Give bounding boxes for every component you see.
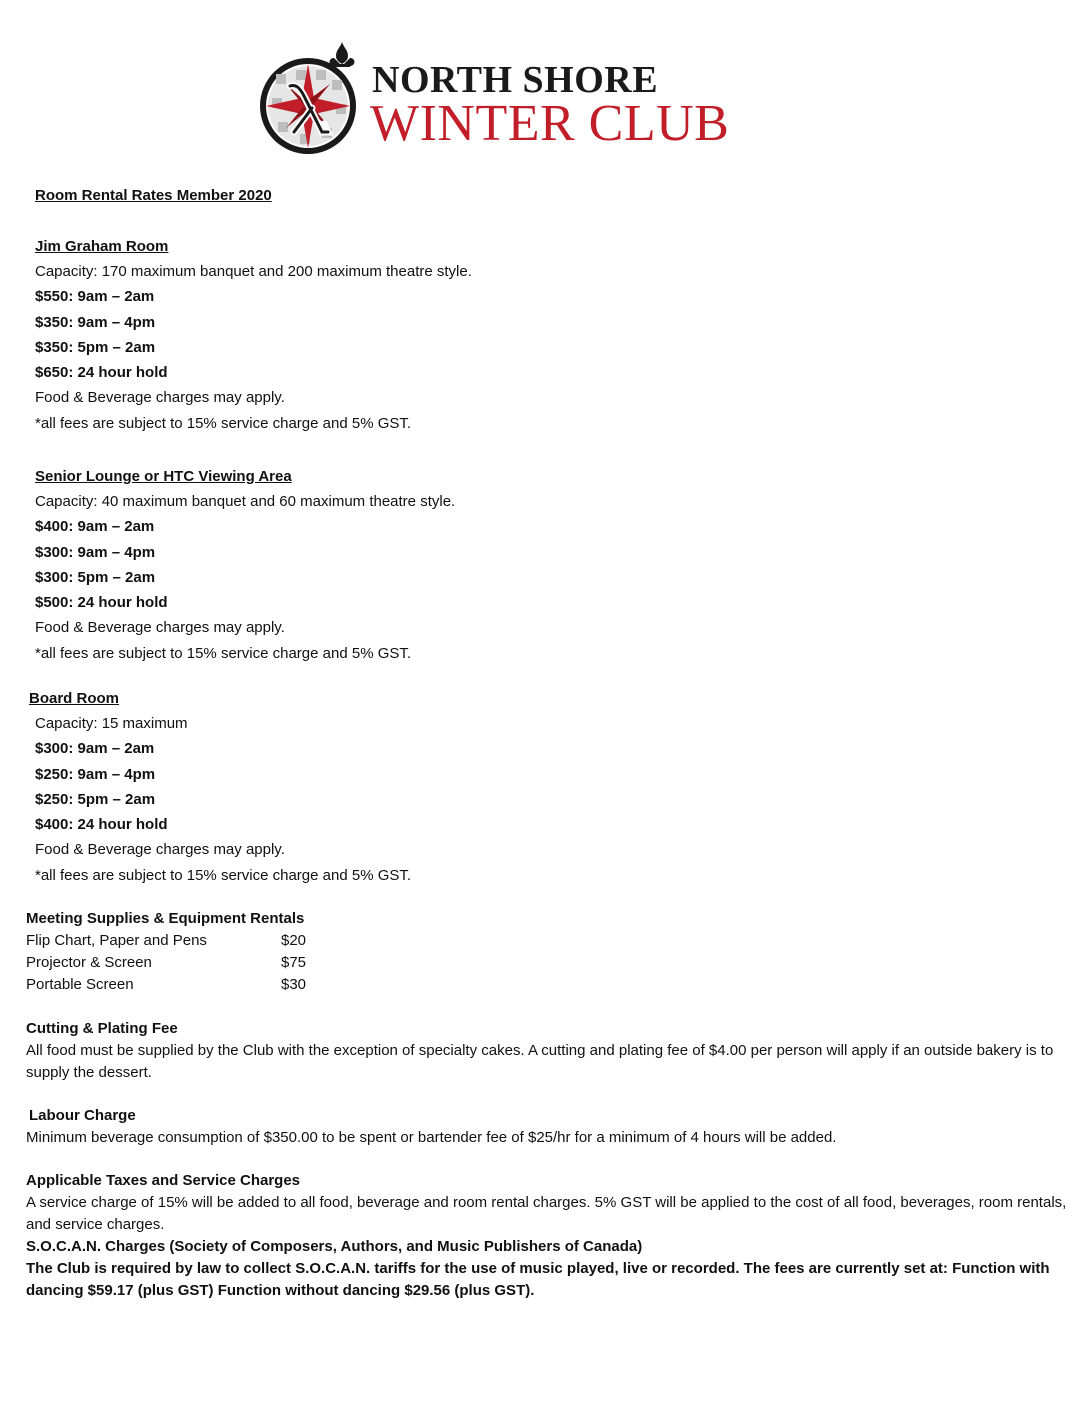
- room-note: Food & Beverage charges may apply.: [35, 389, 285, 407]
- supply-name: Portable Screen: [26, 976, 134, 993]
- room-heading: Jim Graham Room: [35, 238, 169, 255]
- club-logo: [256, 40, 816, 160]
- labour-text: Minimum beverage consumption of $350.00 to be spent or bartender fee of $25/hr for a minimum of 4 hours will be added.: [26, 1129, 837, 1146]
- room-note: *all fees are subject to 15% service charge and 5% GST.: [35, 866, 412, 884]
- cutting-heading: Cutting & Plating Fee: [26, 1020, 178, 1037]
- room-rate: $250: 9am – 4pm: [35, 765, 156, 783]
- cutting-section: [26, 1018, 1071, 1084]
- room-capacity: Capacity: 40 maximum banquet and 60 maximum theatre style.: [35, 493, 456, 510]
- room-heading: Board Room: [29, 690, 119, 707]
- socan-heading: S.O.C.A.N. Charges (Society of Composers, Authors, and Music Publishers of Canada): [26, 1238, 643, 1255]
- room-section-board-room: [29, 686, 411, 888]
- room-rate: $350: 5pm – 2am: [35, 338, 156, 356]
- supplies-heading: Meeting Supplies & Equipment Rentals: [26, 910, 305, 927]
- supply-row: [26, 930, 306, 952]
- taxes-text: A service charge of 15% will be added to all food, beverage and room rental charges. 5% GST will be applied to the cost of all food, beverages, room rentals, and service charges.: [26, 1194, 1067, 1233]
- room-capacity: Capacity: 170 maximum banquet and 200 maximum theatre style.: [35, 263, 472, 280]
- supply-name: Flip Chart, Paper and Pens: [26, 932, 207, 949]
- supply-price: $75: [281, 954, 307, 971]
- taxes-heading: Applicable Taxes and Service Charges: [26, 1172, 301, 1189]
- room-section-senior-lounge: [35, 464, 455, 666]
- taxes-section: [26, 1170, 1071, 1302]
- room-capacity: Capacity: 15 maximum: [35, 715, 188, 732]
- supply-price: $30: [281, 976, 307, 993]
- room-rate: $500: 24 hour hold: [35, 594, 168, 612]
- labour-heading: Labour Charge: [29, 1107, 136, 1124]
- supplies-section: [26, 908, 306, 996]
- room-rate: $300: 9am – 2am: [35, 740, 155, 758]
- logo-line-2: WINTER CLUB: [370, 95, 730, 152]
- supply-price: $20: [281, 932, 307, 949]
- document-title: Room Rental Rates Member 2020: [35, 187, 272, 204]
- supply-name: Projector & Screen: [26, 954, 152, 971]
- room-rate: $300: 5pm – 2am: [35, 568, 156, 586]
- club-emblem-icon: [256, 40, 366, 160]
- supply-row: [26, 952, 306, 974]
- supply-row: [26, 974, 306, 996]
- logo-line-1: NORTH SHORE: [372, 59, 659, 101]
- room-rate: $650: 24 hour hold: [35, 364, 168, 382]
- room-rate: $250: 5pm – 2am: [35, 790, 156, 808]
- room-rate: $550: 9am – 2am: [35, 288, 155, 306]
- room-rate: $350: 9am – 4pm: [35, 313, 156, 331]
- room-heading: Senior Lounge or HTC Viewing Area: [35, 468, 292, 485]
- socan-text: The Club is required by law to collect S.O.C.A.N. tariffs for the use of music played, live or recorded. The fees are currently set at: Function with dancing $59.17 (plus GST) Function without dancing $29.56 (plus GST).: [26, 1260, 1050, 1299]
- labour-section: [26, 1105, 1071, 1149]
- room-rate: $300: 9am – 4pm: [35, 543, 156, 561]
- room-note: *all fees are subject to 15% service charge and 5% GST.: [35, 414, 412, 432]
- room-note: Food & Beverage charges may apply.: [35, 619, 285, 637]
- room-section-jim-graham: [35, 234, 472, 436]
- room-rate: $400: 24 hour hold: [35, 816, 168, 834]
- room-rate: $400: 9am – 2am: [35, 518, 155, 536]
- cutting-text: All food must be supplied by the Club with the exception of specialty cakes. A cutting and plating fee of $4.00 per person will apply if an outside bakery is to supply the dessert.: [26, 1042, 1054, 1081]
- room-note: Food & Beverage charges may apply.: [35, 841, 285, 859]
- room-note: *all fees are subject to 15% service charge and 5% GST.: [35, 644, 412, 662]
